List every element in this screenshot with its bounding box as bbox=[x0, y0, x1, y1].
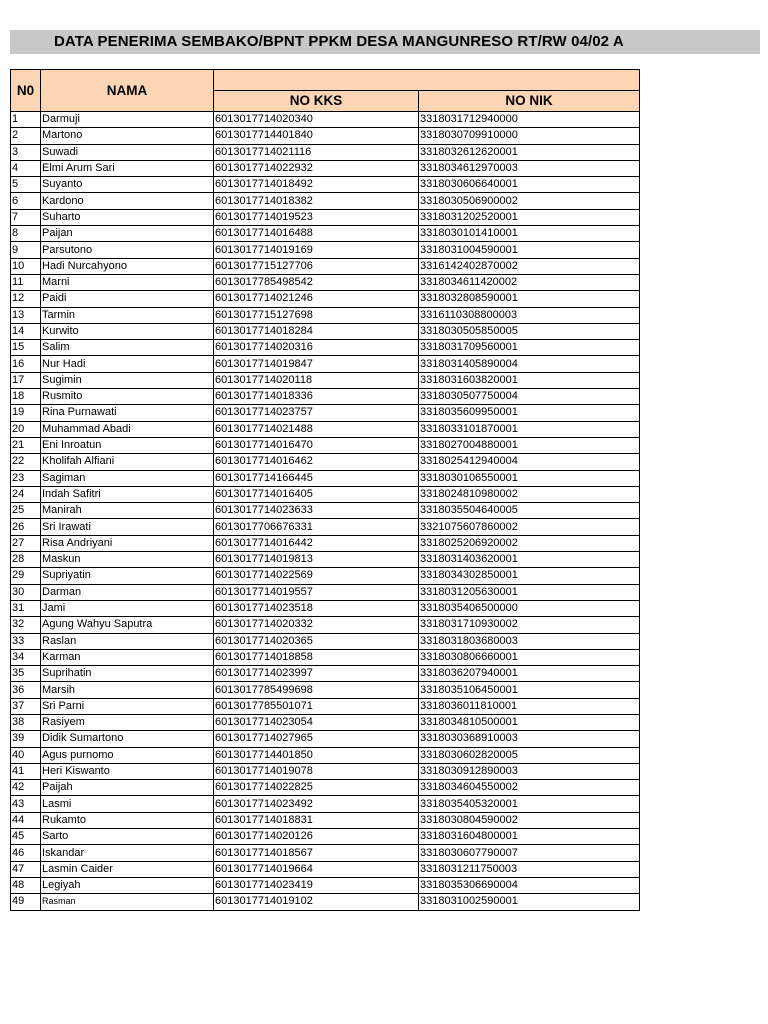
table-row bbox=[11, 682, 640, 698]
recipient-name: Indah Safitri bbox=[41, 486, 214, 502]
kks-number: 6013017714022932 bbox=[214, 160, 419, 176]
recipient-name: Muhammad Abadi bbox=[41, 421, 214, 437]
nik-number: 3318035306690004 bbox=[419, 877, 640, 893]
row-number: 3 bbox=[11, 144, 41, 160]
kks-number: 6013017715127698 bbox=[214, 307, 419, 323]
row-number: 6 bbox=[11, 193, 41, 209]
kks-number: 6013017715127706 bbox=[214, 258, 419, 274]
recipient-name: Kurwito bbox=[41, 323, 214, 339]
header-kks: NO KKS bbox=[214, 91, 419, 112]
kks-number: 6013017714023633 bbox=[214, 503, 419, 519]
nik-number: 3318031002590001 bbox=[419, 894, 640, 910]
table-row bbox=[11, 584, 640, 600]
nik-number: 3318035504640005 bbox=[419, 503, 640, 519]
recipient-name: Sri Irawati bbox=[41, 519, 214, 535]
table-row bbox=[11, 437, 640, 453]
table-row bbox=[11, 600, 640, 616]
recipient-name: Rusmito bbox=[41, 389, 214, 405]
table-body bbox=[11, 112, 640, 911]
nik-number: 3318031712940000 bbox=[419, 112, 640, 128]
row-number: 16 bbox=[11, 356, 41, 372]
table-row bbox=[11, 796, 640, 812]
kks-number: 6013017714016462 bbox=[214, 454, 419, 470]
kks-number: 6013017714019664 bbox=[214, 861, 419, 877]
nik-number: 3318035405320001 bbox=[419, 796, 640, 812]
nik-number: 3321075607860002 bbox=[419, 519, 640, 535]
recipient-name: Suprihatin bbox=[41, 666, 214, 682]
recipient-name: Rukamto bbox=[41, 812, 214, 828]
table-row bbox=[11, 812, 640, 828]
kks-number: 6013017714023757 bbox=[214, 405, 419, 421]
recipient-name: Lasmin Caider bbox=[41, 861, 214, 877]
row-number: 18 bbox=[11, 389, 41, 405]
recipients-table bbox=[10, 69, 640, 911]
table-row bbox=[11, 274, 640, 290]
table-row bbox=[11, 209, 640, 225]
nik-number: 3318032808590001 bbox=[419, 291, 640, 307]
nik-number: 3318036207940001 bbox=[419, 666, 640, 682]
kks-number: 6013017714019523 bbox=[214, 209, 419, 225]
recipient-name: Karman bbox=[41, 649, 214, 665]
table-row bbox=[11, 486, 640, 502]
row-number: 2 bbox=[11, 128, 41, 144]
kks-number: 6013017714018336 bbox=[214, 389, 419, 405]
recipient-name: Salim bbox=[41, 340, 214, 356]
nik-number: 3318031405890004 bbox=[419, 356, 640, 372]
nik-number: 3318030106550001 bbox=[419, 470, 640, 486]
recipient-name: Sarto bbox=[41, 829, 214, 845]
kks-number: 6013017714018858 bbox=[214, 649, 419, 665]
row-number: 40 bbox=[11, 747, 41, 763]
nik-number: 3318031803680003 bbox=[419, 633, 640, 649]
nik-number: 3318034612970003 bbox=[419, 160, 640, 176]
recipient-name: Risa Andriyani bbox=[41, 535, 214, 551]
table-row bbox=[11, 568, 640, 584]
kks-number: 6013017714027965 bbox=[214, 731, 419, 747]
table-row bbox=[11, 144, 640, 160]
table-row bbox=[11, 291, 640, 307]
row-number: 31 bbox=[11, 600, 41, 616]
row-number: 49 bbox=[11, 894, 41, 910]
nik-number: 3318030804590002 bbox=[419, 812, 640, 828]
recipient-name: Hadi Nurcahyono bbox=[41, 258, 214, 274]
recipient-name: Kholifah Alfiani bbox=[41, 454, 214, 470]
kks-number: 6013017714018831 bbox=[214, 812, 419, 828]
row-number: 27 bbox=[11, 535, 41, 551]
recipient-name: Suwadi bbox=[41, 144, 214, 160]
kks-number: 6013017714020118 bbox=[214, 372, 419, 388]
nik-number: 3318031205630001 bbox=[419, 584, 640, 600]
table-row bbox=[11, 128, 640, 144]
nik-number: 3318036011810001 bbox=[419, 698, 640, 714]
kks-number: 6013017714023518 bbox=[214, 600, 419, 616]
table-row bbox=[11, 519, 640, 535]
kks-number: 6013017714019557 bbox=[214, 584, 419, 600]
nik-number: 3318030806660001 bbox=[419, 649, 640, 665]
kks-number: 6013017714020365 bbox=[214, 633, 419, 649]
recipient-name: Iskandar bbox=[41, 845, 214, 861]
nik-number: 3316142402870002 bbox=[419, 258, 640, 274]
recipient-name: Lasmi bbox=[41, 796, 214, 812]
kks-number: 6013017714019078 bbox=[214, 763, 419, 779]
recipient-name: Sagiman bbox=[41, 470, 214, 486]
nik-number: 3318030506900002 bbox=[419, 193, 640, 209]
recipient-name: Kardono bbox=[41, 193, 214, 209]
nik-number: 3318033101870001 bbox=[419, 421, 640, 437]
kks-number: 6013017714166445 bbox=[214, 470, 419, 486]
table-row bbox=[11, 177, 640, 193]
row-number: 25 bbox=[11, 503, 41, 519]
nik-number: 3318035106450001 bbox=[419, 682, 640, 698]
kks-number: 6013017714018382 bbox=[214, 193, 419, 209]
nik-number: 3318030507750004 bbox=[419, 389, 640, 405]
recipient-name: Manirah bbox=[41, 503, 214, 519]
recipient-name: Rasman bbox=[41, 894, 214, 910]
row-number: 9 bbox=[11, 242, 41, 258]
table-row bbox=[11, 861, 640, 877]
recipient-name: Paijah bbox=[41, 780, 214, 796]
row-number: 22 bbox=[11, 454, 41, 470]
kks-number: 6013017714023054 bbox=[214, 714, 419, 730]
kks-number: 6013017714023419 bbox=[214, 877, 419, 893]
nik-number: 3318030368910003 bbox=[419, 731, 640, 747]
row-number: 44 bbox=[11, 812, 41, 828]
nik-number: 3318027004880001 bbox=[419, 437, 640, 453]
row-number: 33 bbox=[11, 633, 41, 649]
header-no: N0 bbox=[11, 70, 41, 112]
row-number: 11 bbox=[11, 274, 41, 290]
kks-number: 6013017714016442 bbox=[214, 535, 419, 551]
recipient-name: Tarmin bbox=[41, 307, 214, 323]
recipient-name: Martono bbox=[41, 128, 214, 144]
header-nama: NAMA bbox=[41, 70, 214, 112]
nik-number: 3318031603820001 bbox=[419, 372, 640, 388]
kks-number: 6013017714021246 bbox=[214, 291, 419, 307]
recipient-name: Maskun bbox=[41, 552, 214, 568]
row-number: 47 bbox=[11, 861, 41, 877]
nik-number: 3318031403620001 bbox=[419, 552, 640, 568]
table-row bbox=[11, 226, 640, 242]
nik-number: 3318030709910000 bbox=[419, 128, 640, 144]
nik-number: 3318030602820005 bbox=[419, 747, 640, 763]
header-nik: NO NIK bbox=[419, 91, 640, 112]
kks-number: 6013017714022569 bbox=[214, 568, 419, 584]
recipient-name: Sugimin bbox=[41, 372, 214, 388]
nik-number: 3318034604550002 bbox=[419, 780, 640, 796]
recipient-name: Didik Sumartono bbox=[41, 731, 214, 747]
row-number: 15 bbox=[11, 340, 41, 356]
kks-number: 6013017714018567 bbox=[214, 845, 419, 861]
nik-number: 3316110308800003 bbox=[419, 307, 640, 323]
nik-number: 3318031004590001 bbox=[419, 242, 640, 258]
recipient-name: Heri Kiswanto bbox=[41, 763, 214, 779]
recipient-name: Darmuji bbox=[41, 112, 214, 128]
recipient-name: Parsutono bbox=[41, 242, 214, 258]
row-number: 26 bbox=[11, 519, 41, 535]
nik-number: 3318031709560001 bbox=[419, 340, 640, 356]
kks-number: 6013017714019169 bbox=[214, 242, 419, 258]
recipient-name: Sri Parni bbox=[41, 698, 214, 714]
kks-number: 6013017714016405 bbox=[214, 486, 419, 502]
row-number: 39 bbox=[11, 731, 41, 747]
nik-number: 3318030606640001 bbox=[419, 177, 640, 193]
table-row bbox=[11, 193, 640, 209]
kks-number: 6013017714019813 bbox=[214, 552, 419, 568]
table-row bbox=[11, 389, 640, 405]
table-row bbox=[11, 307, 640, 323]
kks-number: 6013017714020316 bbox=[214, 340, 419, 356]
row-number: 24 bbox=[11, 486, 41, 502]
nik-number: 3318024810980002 bbox=[419, 486, 640, 502]
row-number: 8 bbox=[11, 226, 41, 242]
recipient-name: Raslan bbox=[41, 633, 214, 649]
recipient-name: Agus purnomo bbox=[41, 747, 214, 763]
kks-number: 6013017714401850 bbox=[214, 747, 419, 763]
table-row bbox=[11, 552, 640, 568]
row-number: 4 bbox=[11, 160, 41, 176]
row-number: 5 bbox=[11, 177, 41, 193]
row-number: 36 bbox=[11, 682, 41, 698]
table-row bbox=[11, 747, 640, 763]
kks-number: 6013017714016488 bbox=[214, 226, 419, 242]
table-row bbox=[11, 829, 640, 845]
row-number: 19 bbox=[11, 405, 41, 421]
row-number: 35 bbox=[11, 666, 41, 682]
kks-number: 6013017714020332 bbox=[214, 617, 419, 633]
row-number: 43 bbox=[11, 796, 41, 812]
table-row bbox=[11, 470, 640, 486]
recipient-name: Elmi Arum Sari bbox=[41, 160, 214, 176]
row-number: 7 bbox=[11, 209, 41, 225]
row-number: 42 bbox=[11, 780, 41, 796]
kks-number: 6013017714020340 bbox=[214, 112, 419, 128]
table-row bbox=[11, 698, 640, 714]
row-number: 21 bbox=[11, 437, 41, 453]
row-number: 12 bbox=[11, 291, 41, 307]
kks-number: 6013017714021116 bbox=[214, 144, 419, 160]
kks-number: 6013017785501071 bbox=[214, 698, 419, 714]
recipient-name: Agung Wahyu Saputra bbox=[41, 617, 214, 633]
kks-number: 6013017714016470 bbox=[214, 437, 419, 453]
header-group bbox=[214, 70, 640, 91]
nik-number: 3318030505850005 bbox=[419, 323, 640, 339]
recipient-name: Rasiyem bbox=[41, 714, 214, 730]
table-row bbox=[11, 877, 640, 893]
table-row bbox=[11, 845, 640, 861]
kks-number: 6013017706676331 bbox=[214, 519, 419, 535]
table-row bbox=[11, 714, 640, 730]
row-number: 20 bbox=[11, 421, 41, 437]
row-number: 14 bbox=[11, 323, 41, 339]
recipient-name: Eni Inroatun bbox=[41, 437, 214, 453]
table-row bbox=[11, 894, 640, 910]
table-row bbox=[11, 649, 640, 665]
recipient-name: Nur Hadi bbox=[41, 356, 214, 372]
table-row bbox=[11, 421, 640, 437]
nik-number: 3318035609950001 bbox=[419, 405, 640, 421]
nik-number: 3318025412940004 bbox=[419, 454, 640, 470]
nik-number: 3318030607790007 bbox=[419, 845, 640, 861]
table-row bbox=[11, 356, 640, 372]
recipient-name: Marni bbox=[41, 274, 214, 290]
nik-number: 3318031710930002 bbox=[419, 617, 640, 633]
recipient-name: Paijan bbox=[41, 226, 214, 242]
row-number: 17 bbox=[11, 372, 41, 388]
kks-number: 6013017714018492 bbox=[214, 177, 419, 193]
kks-number: 6013017714020126 bbox=[214, 829, 419, 845]
row-number: 37 bbox=[11, 698, 41, 714]
table-row bbox=[11, 666, 640, 682]
table-row bbox=[11, 258, 640, 274]
table-row bbox=[11, 633, 640, 649]
nik-number: 3318034611420002 bbox=[419, 274, 640, 290]
row-number: 45 bbox=[11, 829, 41, 845]
nik-number: 3318030912890003 bbox=[419, 763, 640, 779]
recipient-name: Rina Purnawati bbox=[41, 405, 214, 421]
row-number: 28 bbox=[11, 552, 41, 568]
table-row bbox=[11, 112, 640, 128]
kks-number: 6013017714018284 bbox=[214, 323, 419, 339]
row-number: 10 bbox=[11, 258, 41, 274]
table-row bbox=[11, 503, 640, 519]
table-row bbox=[11, 731, 640, 747]
row-number: 32 bbox=[11, 617, 41, 633]
nik-number: 3318031202520001 bbox=[419, 209, 640, 225]
table-row bbox=[11, 763, 640, 779]
row-number: 13 bbox=[11, 307, 41, 323]
table-row bbox=[11, 780, 640, 796]
kks-number: 6013017714022825 bbox=[214, 780, 419, 796]
row-number: 1 bbox=[11, 112, 41, 128]
row-number: 41 bbox=[11, 763, 41, 779]
recipient-name: Suharto bbox=[41, 209, 214, 225]
kks-number: 6013017714021488 bbox=[214, 421, 419, 437]
recipient-name: Darman bbox=[41, 584, 214, 600]
row-number: 23 bbox=[11, 470, 41, 486]
row-number: 34 bbox=[11, 649, 41, 665]
title-bar bbox=[10, 30, 760, 54]
nik-number: 3318025206920002 bbox=[419, 535, 640, 551]
kks-number: 6013017714401840 bbox=[214, 128, 419, 144]
table-row bbox=[11, 372, 640, 388]
kks-number: 6013017785498542 bbox=[214, 274, 419, 290]
table-row bbox=[11, 617, 640, 633]
nik-number: 3318035406500000 bbox=[419, 600, 640, 616]
recipient-name: Supriyatin bbox=[41, 568, 214, 584]
row-number: 48 bbox=[11, 877, 41, 893]
table-row bbox=[11, 535, 640, 551]
table-row bbox=[11, 454, 640, 470]
kks-number: 6013017714019102 bbox=[214, 894, 419, 910]
recipient-name: Marsih bbox=[41, 682, 214, 698]
kks-number: 6013017714019847 bbox=[214, 356, 419, 372]
table-row bbox=[11, 160, 640, 176]
nik-number: 3318031211750003 bbox=[419, 861, 640, 877]
recipient-name: Suyanto bbox=[41, 177, 214, 193]
nik-number: 3318034302850001 bbox=[419, 568, 640, 584]
recipient-name: Paidi bbox=[41, 291, 214, 307]
nik-number: 3318034810500001 bbox=[419, 714, 640, 730]
row-number: 29 bbox=[11, 568, 41, 584]
kks-number: 6013017785499698 bbox=[214, 682, 419, 698]
kks-number: 6013017714023997 bbox=[214, 666, 419, 682]
nik-number: 3318031604800001 bbox=[419, 829, 640, 845]
row-number: 46 bbox=[11, 845, 41, 861]
table-row bbox=[11, 323, 640, 339]
kks-number: 6013017714023492 bbox=[214, 796, 419, 812]
nik-number: 3318032612620001 bbox=[419, 144, 640, 160]
nik-number: 3318030101410001 bbox=[419, 226, 640, 242]
recipient-name: Legiyah bbox=[41, 877, 214, 893]
table-row bbox=[11, 340, 640, 356]
table-row bbox=[11, 405, 640, 421]
table-row bbox=[11, 242, 640, 258]
recipient-name: Jami bbox=[41, 600, 214, 616]
page-title: DATA PENERIMA SEMBAKO/BPNT PPKM DESA MANGUNRESO RT/RW 04/02 A bbox=[54, 33, 624, 50]
row-number: 30 bbox=[11, 584, 41, 600]
row-number: 38 bbox=[11, 714, 41, 730]
